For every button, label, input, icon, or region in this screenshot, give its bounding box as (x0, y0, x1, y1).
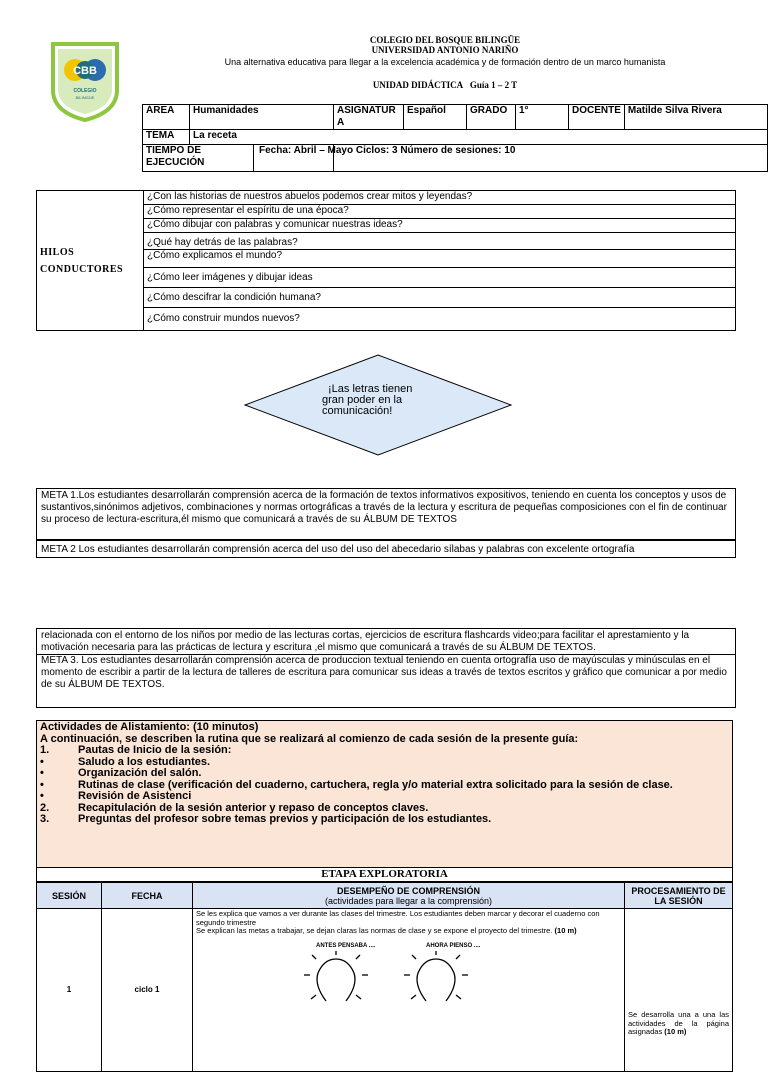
hilo-question: ¿Cómo dibujar con palabras y comunicar nuestras ideas? (144, 219, 736, 233)
alistamiento-item: Revisión de Asistenci (78, 790, 192, 802)
school-logo (49, 40, 121, 122)
meta-2: META 2 Los estudiantes desarrollarán comprensión acerca del uso del uso del abecedario sílabas y palabras con excelente ortografía (36, 540, 736, 558)
meta-2-continuation: relacionada con el entorno de los niños por medio de las lecturas cortas, ejercicios de escritura flashcards video;para facilitar el aprestamiento y la motivación necesaria para las prácticas de lectura y escritura ,el mismo que comunicará a través de su ÁLBUM DE TEXTOS. (41, 630, 690, 653)
bulbs-illustration (296, 939, 486, 1029)
hilo-question: ¿Cómo construir mundos nuevos? (144, 308, 736, 331)
area-value: Humanidades (190, 105, 334, 130)
alistamiento-item: Rutinas de clase (verificación del cuaderno, cartuchera, regla y/o material extra solicitado para la sesión de clase. (78, 778, 673, 791)
hilo-question: ¿Cómo leer imágenes y dibujar ideas (144, 268, 736, 288)
teacher-value: Matilde Silva Rivera (624, 105, 767, 130)
alistamiento-title: Actividades de Alistamiento: (10 minutos) (40, 721, 259, 733)
hilo-question: ¿Con las historias de nuestros abuelos podemos crear mitos y leyendas? (144, 191, 736, 205)
session-description: Se les explica que vamos a ver durante las clases del trimestre. Los estudiantes deben marcar y decorar el cuaderno con segundo trimestre Se explican las metas a trabajar, se dejan claras las normas de clase y se expone el proyecto del trimestre. (10 m) ANTES PENSABA .... AHORA PIENSO .... (193, 909, 625, 1072)
session-processing: Se desarrolla una a una las actividades de la página asignadas (10 m) (625, 909, 733, 1072)
school-tagline: Una alternativa educativa para llegar a la excelencia académica y de formación dentro de un marco humanista (224, 57, 666, 67)
alistamiento-item: Organización del salón. (78, 767, 202, 779)
motto-text: ¡Las letras tienen gran poder en la comunicación! (322, 383, 413, 417)
alistamiento-box: Actividades de Alistamiento: (10 minutos) A continuación, se describen la rutina que se realizará al comienzo de cada sesión de la presente guía: 1. Pautas de Inicio de la sesión: • Saludo a los estudiantes. • Organización del salón. • Rutinas de clase (verificación del cuaderno, cartuchera, regla y/o material extra solicitado para la sesión de clase. • Revisión de Asistenci 2. Recapitulación de la sesión anterior y repaso de conceptos claves. 3. Preguntas del profesor sobre temas previos y participación de los estudiantes. (36, 720, 733, 868)
subject-label: ASIGNATUR A (334, 105, 404, 130)
time-value: Fecha: Abril – Mayo Ciclos: 3 Número de sesiones: 10 (259, 145, 516, 156)
header-performance: DESEMPEÑO DE COMPRENSIÓN (actividades para llegar a la comprensión) (193, 883, 625, 909)
lightbulb-icon (404, 951, 468, 1001)
teacher-label: DOCENTE (569, 105, 625, 130)
alistamiento-item: Pautas de Inicio de la sesión: (78, 744, 232, 756)
session-number: 1 (37, 909, 102, 1072)
logo-label: COLEGIO (73, 88, 97, 94)
info-table (142, 104, 768, 172)
time-cell (143, 145, 516, 172)
alistamiento-item: Recapitulación de la sesión anterior y repaso de conceptos claves. (78, 801, 429, 814)
hilos-label: HILOS CONDUCTORES (37, 191, 144, 331)
bulb-right-title: AHORA PIENSO .... (426, 942, 481, 949)
lightbulb-icon (304, 951, 368, 1001)
header-processing: PROCESAMIENTO DE LA SESIÓN (625, 883, 733, 909)
time-label: TIEMPO DE EJECUCIÓN (146, 145, 205, 168)
grade-value: 1° (516, 105, 569, 130)
unit-title (130, 80, 760, 90)
meta-continuation (36, 628, 736, 708)
bulb-left-title: ANTES PENSABA .... (316, 942, 376, 949)
session-date: ciclo 1 (102, 909, 193, 1072)
meta-3: META 3. Los estudiantes desarrollarán comprensión acerca de produccion textual teniendo en cuenta ortografía uso de mayúsculas y minúsculas en el momento de escribir a partir de la lectura de talleres de escritura para comunicar sus ideas a través de textos escritos y gráfico que comunicar a por medio de su ÁLBUM DE TEXTOS. (37, 654, 735, 691)
subject-value: Español (404, 105, 467, 130)
hilo-question: ¿Cómo representar el espíritu de una época? (144, 205, 736, 219)
meta-1: META 1.Los estudiantes desarrollarán comprensión acerca de la formación de textos informativos expositivos, teniendo en cuenta los conceptos y usos de sustantivos,sinónimos adjetivos, combinaciones y normas ortográficas a través de la lectura y escritura de pequeñas composiciones con el fin de continuar su proceso de lectura-escritura,él mismo que comunicará a través de su ÁLBUM DE TEXTOS (36, 488, 736, 540)
alistamiento-intro: A continuación, se describen la rutina que se realizará al comienzo de cada sesión de la presente guía: (40, 732, 579, 745)
logo-sublabel: BILINGÜE (75, 95, 95, 100)
hilos-table (36, 190, 736, 331)
hilo-question: ¿Qué hay detrás de las palabras? (144, 233, 736, 250)
school-name: COLEGIO DEL BOSQUE BILINGÜE (369, 35, 521, 45)
topic-label: TEMA (143, 130, 190, 145)
topic-value: La receta (190, 130, 768, 145)
hilo-question: ¿Cómo explicamos el mundo? (144, 250, 736, 268)
header-session: SESIÓN (37, 883, 102, 909)
header-date: FECHA (102, 883, 193, 909)
alistamiento-item: Saludo a los estudiantes. (78, 755, 211, 768)
university-name: UNIVERSIDAD ANTONIO NARIÑO (371, 45, 519, 55)
unit-guide: Guía 1 – 2 T (469, 80, 518, 90)
hilo-question: ¿Cómo descifrar la condición humana? (144, 288, 736, 308)
etapa-title: ETAPA EXPLORATORIA (36, 868, 733, 882)
unit-prefix: UNIDAD DIDÁCTICA (372, 80, 464, 90)
alistamiento-item: Preguntas del profesor sobre temas previos y participación de los estudiantes. (78, 813, 492, 825)
sessions-table (36, 882, 733, 1072)
logo-letters: CBB (73, 65, 97, 77)
grade-label: GRADO (467, 105, 516, 130)
area-label: ÁREA (143, 105, 190, 130)
